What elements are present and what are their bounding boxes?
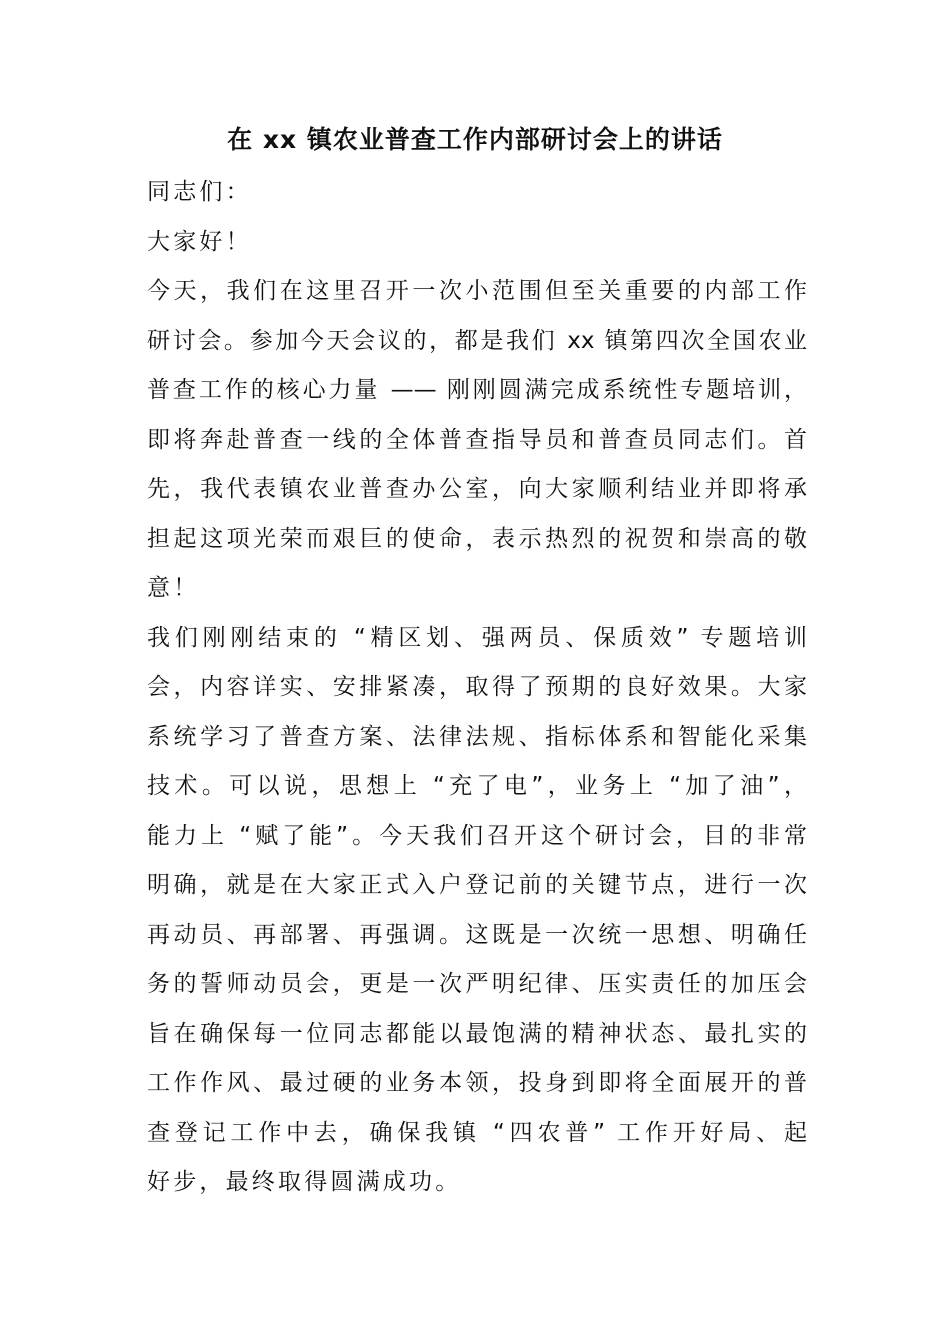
text-line: 今天，我们在这里召开一次小范围但至关重要的内部工作 bbox=[147, 278, 807, 304]
text-line: 务的誓师动员会，更是一次严明纪律、压实责任的加压会 bbox=[147, 971, 807, 997]
text-line: 明确，就是在大家正式入户登记前的关键节点，进行一次 bbox=[147, 872, 807, 898]
text-line: 我们刚刚结束的 “精区划、强两员、保质效” 专题培训 bbox=[147, 624, 807, 651]
text-line: 查登记工作中去，确保我镇 “四农普” 工作开好局、起 bbox=[147, 1119, 807, 1146]
text-line: 好步，最终取得圆满成功。 bbox=[147, 1169, 462, 1195]
text-line: 工作作风、最过硬的业务本领，投身到即将全面展开的普 bbox=[147, 1070, 807, 1096]
text-line: 研讨会。参加今天会议的，都是我们 xx 镇第四次全国农业 bbox=[147, 327, 807, 354]
text-line: 普查工作的核心力量 —— 刚刚圆满完成系统性专题培训， bbox=[147, 377, 807, 403]
document-title: 在 xx 镇农业普查工作内部研讨会上的讲话 bbox=[227, 125, 723, 154]
text-line: 再动员、再部署、再强调。这既是一次统一思想、明确任 bbox=[147, 921, 807, 948]
text-line: 先，我代表镇农业普查办公室，向大家顺利结业并即将承 bbox=[147, 476, 807, 502]
text-line: 旨在确保每一位同志都能以最饱满的精神状态、最扎实的 bbox=[147, 1020, 807, 1047]
text-line: 技术。可以说，思想上 “充了电”，业务上 “加了油”， bbox=[147, 773, 807, 799]
text-line: 即将奔赴普查一线的全体普查指导员和普查员同志们。首 bbox=[147, 426, 807, 453]
text-line: 同志们： bbox=[147, 179, 252, 205]
text-line: 能力上 “赋了能”。今天我们召开这个研讨会，目的非常 bbox=[147, 822, 807, 849]
text-line: 大家好！ bbox=[147, 228, 252, 255]
text-line: 担起这项光荣而艰巨的使命，表示热烈的祝贺和崇高的敬 bbox=[147, 525, 807, 552]
text-line: 会，内容详实、安排紧凑，取得了预期的良好效果。大家 bbox=[147, 674, 807, 700]
speech-body bbox=[147, 168, 807, 1208]
text-line: 意！ bbox=[147, 575, 200, 601]
text-line: 系统学习了普查方案、法律法规、指标体系和智能化采集 bbox=[147, 723, 807, 750]
